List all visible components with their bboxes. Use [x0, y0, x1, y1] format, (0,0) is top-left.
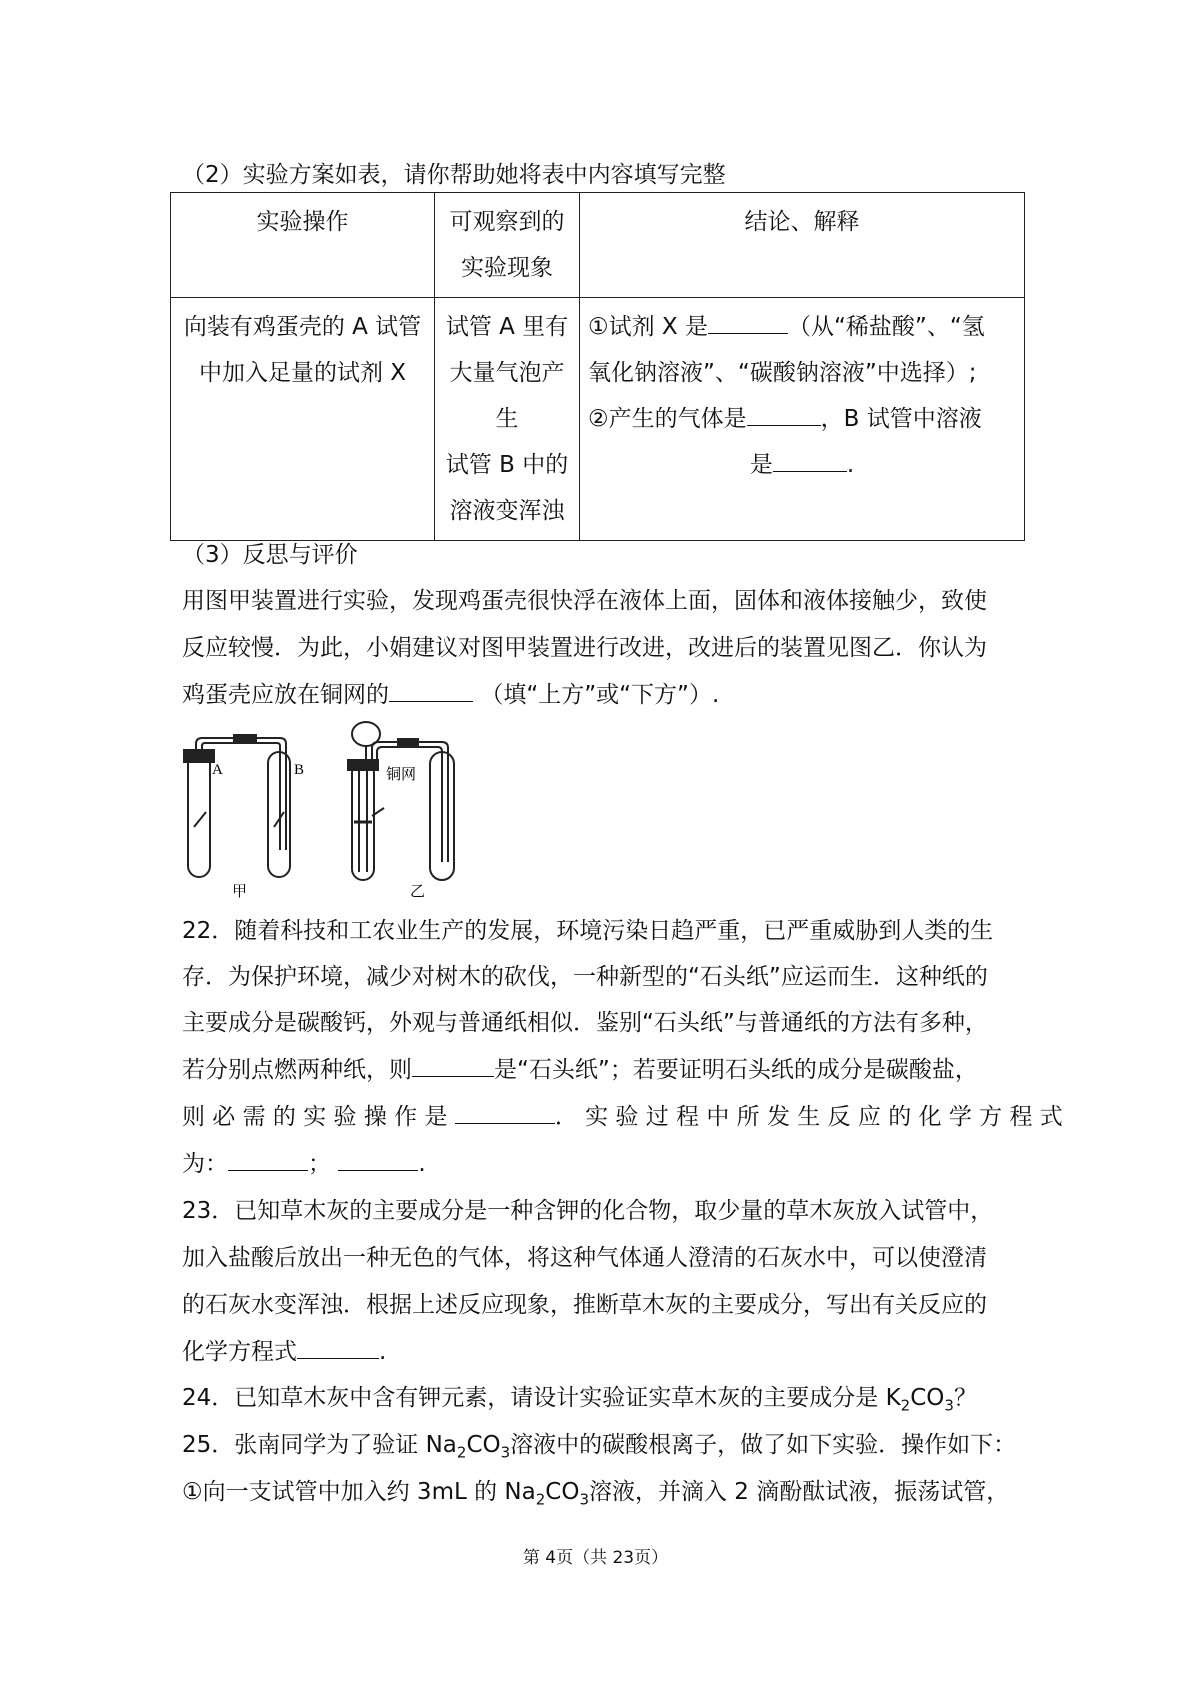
observation-line: 试管 B 中的: [445, 452, 569, 478]
q23-line-3: 的石灰水变浑浊．根据上述反应现象，推断草木灰的主要成分，写出有关反应的: [182, 1292, 987, 1318]
s3-line-3: 鸡蛋壳应放在铜网的 （填“上方”或“下方”）.: [182, 682, 720, 708]
cell-operation: [171, 298, 435, 541]
experiment-table: [170, 192, 1025, 541]
q25-line-2: ①向一支试管中加入约 3mL 的 $Na_2CO_3$溶液，并滴入 2 滴酚酞试液，振荡试管，: [182, 1479, 1010, 1509]
header-observation: [435, 193, 580, 298]
label-copper-net: 铜网: [386, 765, 417, 783]
operation-line: 向装有鸡蛋壳的 A 试管: [183, 314, 422, 340]
observation-line: 试管 A 里有: [445, 314, 569, 340]
q23-line-2: 加入盐酸后放出一种无色的气体，将这种气体通人澄清的石灰水中，可以使澄清: [182, 1245, 987, 1271]
answer-blank[interactable]: [773, 451, 847, 472]
q22-line-4: 若分别点燃两种纸，则 是“石头纸”；若要证明石头纸的成分是碳酸盐，: [182, 1057, 978, 1083]
answer-blank[interactable]: [455, 1103, 555, 1124]
observation-line: 溶液变浑浊: [449, 498, 565, 524]
conclusion-line: 是 .: [749, 452, 855, 478]
answer-blank[interactable]: [338, 1150, 418, 1171]
q22-line-5: 则 必 需 的 实 验 操 作 是 ． 实 验 过 程 中 所 发 生 反 应 的 化 学 方 程 式: [182, 1104, 1063, 1130]
q22-line-1: 22．随着科技和工农业生产的发展，环境污染日趋严重，已严重威胁到人类的生: [182, 918, 994, 944]
page-footer: 第 4页（共 23页）: [522, 1548, 669, 1568]
operation-line: 中加入足量的试剂 X: [198, 360, 407, 386]
cell-conclusion: [580, 298, 1025, 541]
observation-line: 生: [495, 406, 519, 432]
answer-blank[interactable]: [412, 1056, 494, 1077]
answer-blank[interactable]: [389, 681, 473, 702]
s3-line-2: 反应较慢．为此，小娟建议对图甲装置进行改进，改进后的装置见图乙．你认为: [182, 635, 987, 661]
label-a: A: [212, 762, 223, 778]
cell-observation: [435, 298, 580, 541]
section-2-heading: （2）实验方案如表，请你帮助她将表中内容填写完整: [182, 162, 726, 188]
answer-blank[interactable]: [747, 405, 821, 426]
header-conclusion: 结论、解释: [580, 193, 1025, 298]
q23-line-4: 化学方程式 .: [182, 1339, 387, 1365]
q22-line-2: 存．为保护环境，减少对树木的砍伐，一种新型的“石头纸”应运而生．这种纸的: [182, 964, 988, 990]
conclusion-line: ①试剂 X 是 （从“稀盐酸”、“氢: [588, 314, 985, 340]
q22-line-3: 主要成分是碳酸钙，外观与普通纸相似．鉴别“石头纸”与普通纸的方法有多种，: [182, 1010, 988, 1036]
s3-line-1: 用图甲装置进行实验，发现鸡蛋壳很快浮在液体上面，固体和液体接触少，致使: [182, 588, 987, 614]
header-operation: 实验操作: [171, 193, 435, 298]
label-b: B: [294, 762, 305, 778]
answer-blank[interactable]: [708, 313, 788, 334]
conclusion-line: 氧化钠溶液”、“碳酸钠溶液”中选择）;: [588, 360, 977, 386]
section-3-heading: （3）反思与评价: [182, 542, 358, 568]
apparatus-figure: [176, 712, 496, 902]
table-header-row: [171, 193, 1025, 298]
table-row: [171, 298, 1025, 541]
caption-yi: 乙: [410, 882, 426, 900]
conclusion-line: ②产生的气体是 ，B 试管中溶液: [588, 406, 982, 432]
answer-blank[interactable]: [228, 1150, 308, 1171]
tube-a: [188, 752, 210, 877]
answer-blank[interactable]: [297, 1338, 379, 1359]
observation-line: 大量气泡产: [449, 360, 565, 386]
q22-line-6: 为： ； .: [182, 1151, 426, 1177]
q25-line-1: 25．张南同学为了验证 $Na_2CO_3$溶液中的碳酸根离子，做了如下实验．操作如下：: [182, 1432, 1017, 1462]
q23-line-1: 23．已知草木灰的主要成分是一种含钾的化合物，取少量的草木灰放入试管中，: [182, 1198, 994, 1224]
q24-line: 24．已知草木灰中含有钾元素，请设计实验证实草木灰的主要成分是 $K_2CO_3$？: [182, 1385, 977, 1415]
caption-jia: 甲: [232, 882, 248, 900]
header-observation-text: 可观察到的实验现象: [449, 209, 565, 281]
